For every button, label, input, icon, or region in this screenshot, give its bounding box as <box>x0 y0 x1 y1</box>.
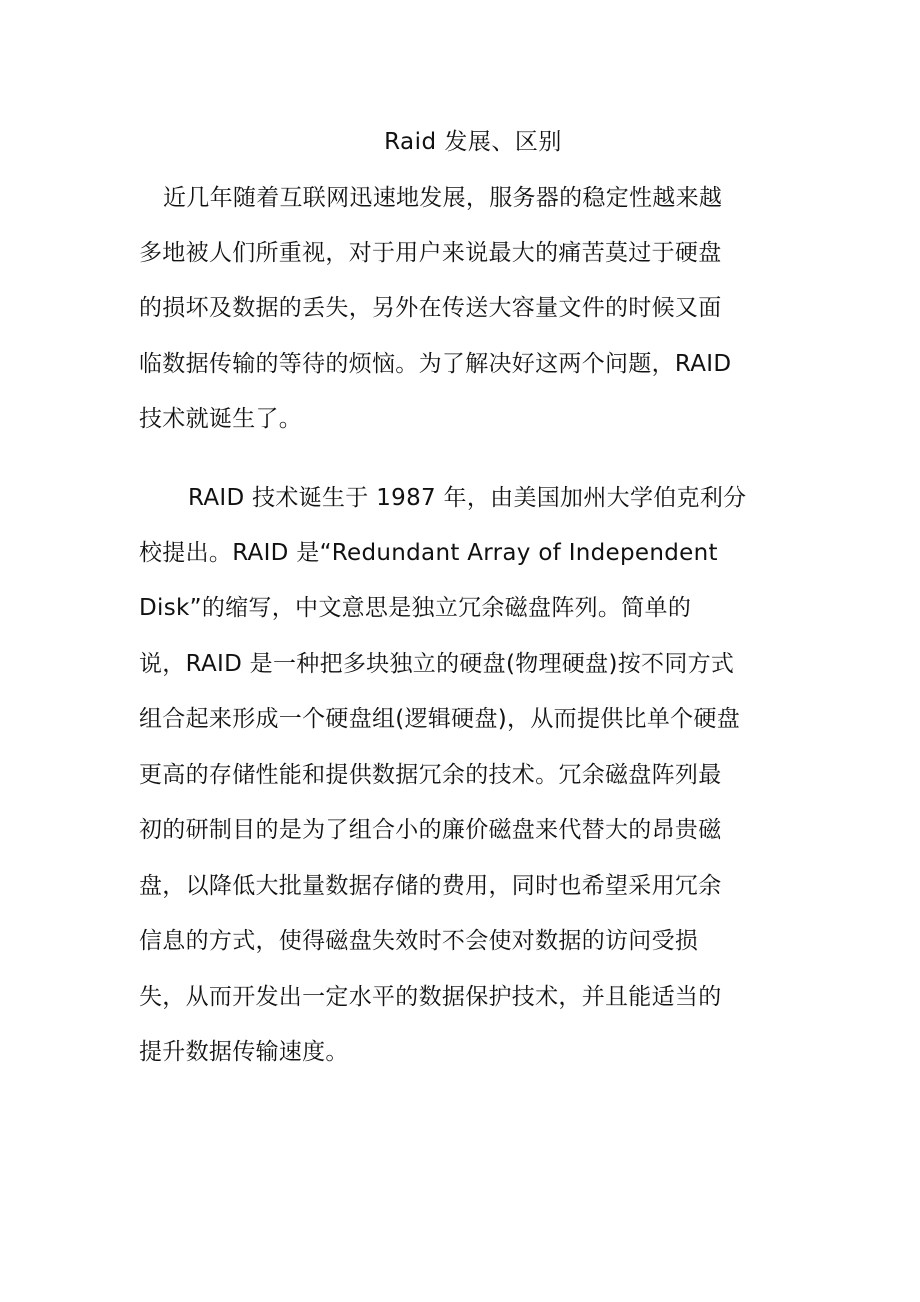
paragraph-2-line-1: RAID 技术诞生于 1987 年，由美国加州大学伯克利分 <box>188 485 747 511</box>
paragraph-1-line-2: 多地被人们所重视，对于用户来说最大的痛苦莫过于硬盘 <box>139 240 722 266</box>
document-title: Raid 发展、区别 <box>384 129 562 155</box>
paragraph-2-line-6: 更高的存储性能和提供数据冗余的技术。冗余磁盘阵列最 <box>139 762 722 788</box>
paragraph-1-line-4: 临数据传输的等待的烦恼。为了解决好这两个问题，RAID <box>139 351 732 377</box>
paragraph-1-line-1: 近几年随着互联网迅速地发展，服务器的稳定性越来越 <box>163 185 723 211</box>
paragraph-2-line-3: Disk”的缩写，中文意思是独立冗余磁盘阵列。简单的 <box>139 595 692 621</box>
paragraph-2-line-10: 失，从而开发出一定水平的数据保护技术，并且能适当的 <box>139 984 722 1010</box>
paragraph-2-line-11: 提升数据传输速度。 <box>139 1039 349 1065</box>
paragraph-1-line-5: 技术就诞生了。 <box>139 406 303 432</box>
paragraph-2-line-7: 初的研制目的是为了组合小的廉价磁盘来代替大的昂贵磁 <box>139 817 722 843</box>
paragraph-2-line-2: 校提出。RAID 是“Redundant Array of Independent <box>139 540 718 566</box>
paragraph-2-line-5: 组合起来形成一个硬盘组(逻辑硬盘)，从而提供比单个硬盘 <box>139 706 741 732</box>
paragraph-2-line-4: 说，RAID 是一种把多块独立的硬盘(物理硬盘)按不同方式 <box>139 651 735 677</box>
paragraph-2-line-8: 盘，以降低大批量数据存储的费用，同时也希望采用冗余 <box>139 873 722 899</box>
paragraph-2-line-9: 信息的方式，使得磁盘失效时不会使对数据的访问受损 <box>139 928 699 954</box>
paragraph-1-line-3: 的损坏及数据的丢失，另外在传送大容量文件的时候又面 <box>139 295 722 321</box>
